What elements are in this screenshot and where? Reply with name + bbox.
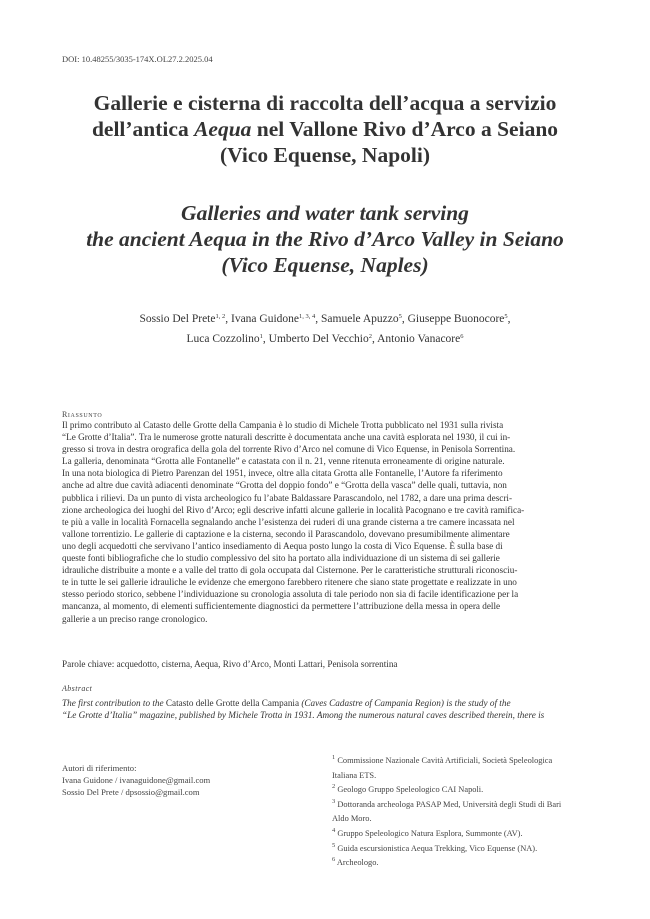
contact-guidone: Ivana Guidone / ivanaguidone@gmail.com xyxy=(62,774,211,785)
title-en-line3: (Vico Equense, Naples) xyxy=(221,253,429,277)
riassunto-line: anche ad altre due cavità adiacenti denominate “Grotta del doppio fondo” e “Grotta della vasca” delle quali, tuttavia, non xyxy=(62,480,507,491)
author-list xyxy=(40,308,610,348)
riassunto-line: te più a valle in località Fornacella segnalando anche l’esistenza dei ruderi di una grande cisterna a tre camere incassata nel xyxy=(62,516,515,527)
riassunto-line: uno degli acquedotti che servivano l’antico insediamento di Aequa posto lungo la costa di Vico Equense. È sulla base di xyxy=(62,540,503,551)
riassunto-line: Il primo contributo al Catasto delle Grotte della Campania è lo studio di Michele Trotta pubblicato nel 1931 sulla rivista xyxy=(62,420,504,430)
author-name: Luca Cozzolino xyxy=(186,333,260,345)
author-name: Antonio Vanacore xyxy=(377,333,461,345)
author-affiliation-mark: 1 xyxy=(259,333,263,340)
keywords: Parole chiave: acquedotto, cisterna, Aequa, Rivo d’Arco, Monti Lattari, Penisola sorrentina xyxy=(62,659,398,669)
author-name: Sossio Del Prete xyxy=(139,313,216,325)
riassunto-line: In una nota biologica di Pietro Parenzan del 1951, invece, oltre alla citata Grotta alle Fontanelle, l’Autore fa riferimento xyxy=(62,468,503,479)
affiliation-text: Aldo Moro. xyxy=(332,814,372,824)
title-english xyxy=(40,200,610,278)
affiliation-text: Gruppo Speleologico Natura Esplora, Summonte (AV). xyxy=(335,828,523,838)
affiliation-number: 2 xyxy=(332,783,336,791)
abstract-line1-c: (Caves Cadastre of Campania Region) is the study of the xyxy=(299,698,511,708)
affiliation-item xyxy=(332,752,592,767)
author-name: Giuseppe Buonocore xyxy=(407,313,505,325)
affiliation-text: Geologo Gruppo Speleologico CAI Napoli. xyxy=(335,785,484,795)
contact-delprete: Sossio Del Prete / dpsossio@gmail.com xyxy=(62,786,200,797)
author-affiliation-mark: 6 xyxy=(460,333,464,340)
affiliation-number: 6 xyxy=(332,856,336,864)
title-it-line2-italic: Aequa xyxy=(194,117,252,141)
affiliation-text: Archeologo. xyxy=(335,858,379,868)
riassunto-line: zione archeologica dei luoghi del Rivo d’Arco; egli descrive infatti alcune gallerie in località Pacognano e tre cavità ramifica- xyxy=(62,504,525,515)
affiliation-number: 1 xyxy=(332,754,336,761)
riassunto-line: queste fonti bibliografiche che lo studio complessivo del sito ha portato alla individuazione di un sistema di sei gallerie xyxy=(62,553,500,564)
title-it-line2 xyxy=(40,116,610,142)
author-affiliation-mark: 2 xyxy=(368,333,372,340)
riassunto-line: vallone torrentizio. Le gallerie di captazione e la cisterna, secondo il Parascandolo, dovevano presumibilmente alimentare xyxy=(62,528,510,539)
affiliation-item xyxy=(332,781,592,796)
affiliation-item xyxy=(332,810,592,825)
abstract-heading: Abstract xyxy=(62,684,93,693)
abstract-line1-b: Catasto delle Grotte della Campania xyxy=(165,698,300,708)
riassunto-line: pubblica i rilievi. Da un punto di vista archeologico fu l’abate Baldassare Parascandolo, nel 1782, a dare una prima descri- xyxy=(62,492,513,503)
title-en-line2: the ancient Aequa in the Rivo d’Arco Valley in Seiano xyxy=(86,227,564,251)
author-affiliation-mark: 5 xyxy=(398,313,402,320)
author-affiliation-mark: 1, 3, 4 xyxy=(299,313,316,320)
riassunto-line: stesso periodo storico, sebbene l’individuazione su cronologia assoluta di tale periodo non sia di facile identificazione per la xyxy=(62,589,519,600)
title-it-line2-post: nel Vallone Rivo d’Arco a Seiano xyxy=(251,117,559,141)
affiliation-text: Dottoranda archeologa PASAP Med, Università degli Studi di Bari xyxy=(335,799,562,809)
author-affiliation-mark: 5 xyxy=(504,313,508,320)
title-it-line3: (Vico Equense, Napoli) xyxy=(219,143,431,167)
title-it-line2-pre: dell’antica xyxy=(91,117,195,141)
affiliation-number: 3 xyxy=(332,797,336,805)
title-en-line1: Galleries and water tank serving xyxy=(181,201,469,225)
affiliation-text: Guida escursionistica Aequa Trekking, Vico Equense (NA). xyxy=(335,843,538,853)
affiliation-item xyxy=(332,825,592,840)
affiliation-item xyxy=(332,854,592,869)
title-italian xyxy=(40,90,610,168)
author-name: Umberto Del Vecchio xyxy=(268,333,369,345)
author-name: Ivana Guidone xyxy=(230,313,300,325)
contacts-heading: Autori di riferimento: xyxy=(62,763,137,773)
riassunto-line: La galleria, denominata “Grotta alle Fontanelle” e catastata con il n. 21, venne ritenuta erroneamente di origine naturale. xyxy=(62,456,505,467)
abstract-body xyxy=(62,697,588,721)
author-name: Samuele Apuzzo xyxy=(321,313,399,325)
riassunto-line: te in tutte le sei gallerie idrauliche le evidenze che emergono farebbero ritenere che siano state progettate e realizzate in uno xyxy=(62,577,517,588)
riassunto-line: gresso si trova in destra orografica della gola del torrente Rivo d’Arco nel comune di Vico Equense, in Penisola Sorrentina. xyxy=(62,444,516,455)
affiliation-item xyxy=(332,767,592,782)
riassunto-heading: Riassunto xyxy=(62,410,103,419)
doi-line: DOI: 10.48255/3035-174X.OL27.2.2025.04 xyxy=(62,54,213,64)
riassunto-line: “Le Grotte d’Italia”. Tra le numerose grotte naturali descritte è documentata anche una cavità esplorata nel 1930, il cui in- xyxy=(62,432,511,443)
affiliation-number: 5 xyxy=(332,841,336,849)
author-line1: Sossio Del Prete$^{1, 2}$, Ivana Guidone$^{1, 3, 4}$, Samuele Apuzzo$^5$, Giuseppe Buonocore$^5$, xyxy=(139,313,511,325)
corresponding-authors xyxy=(62,763,210,798)
affiliation-text: Italiana ETS. xyxy=(332,770,377,780)
riassunto-line: gallerie a un preciso range cronologico. xyxy=(62,613,208,624)
abstract-line1 xyxy=(62,697,588,709)
riassunto-body xyxy=(62,419,588,625)
author-affiliation-mark: 1, 2 xyxy=(215,313,226,320)
riassunto-line: mancanza, al momento, di elementi sufficientemente diagnostici da permettere l’attribuzione della messa in opera delle xyxy=(62,601,501,612)
abstract-line2: “Le Grotte d’Italia” magazine, published by Michele Trotta in 1931. Among the numerous natural caves described therein, there is xyxy=(62,710,545,721)
affiliation-item xyxy=(332,796,592,811)
affiliations xyxy=(332,752,592,869)
author-line2: Luca Cozzolino$^1$, Umberto Del Vecchio$^2$, Antonio Vanacore$^6$ xyxy=(186,333,464,345)
riassunto-section xyxy=(62,410,588,625)
title-it-line1: Gallerie e cisterna di raccolta dell’acqua a servizio xyxy=(93,91,557,115)
affiliation-item xyxy=(332,840,592,855)
affiliation-text: Commissione Nazionale Cavità Artificiali, Società Speleologica xyxy=(335,756,553,765)
riassunto-line: idrauliche distribuite a monte e a valle del tratto di gola occupata dal Cisternone. Per le caratteristiche strutturali riconosciu- xyxy=(62,565,518,576)
affiliation-number: 4 xyxy=(332,826,336,834)
abstract-line1-a: The first contribution to the xyxy=(62,698,166,708)
